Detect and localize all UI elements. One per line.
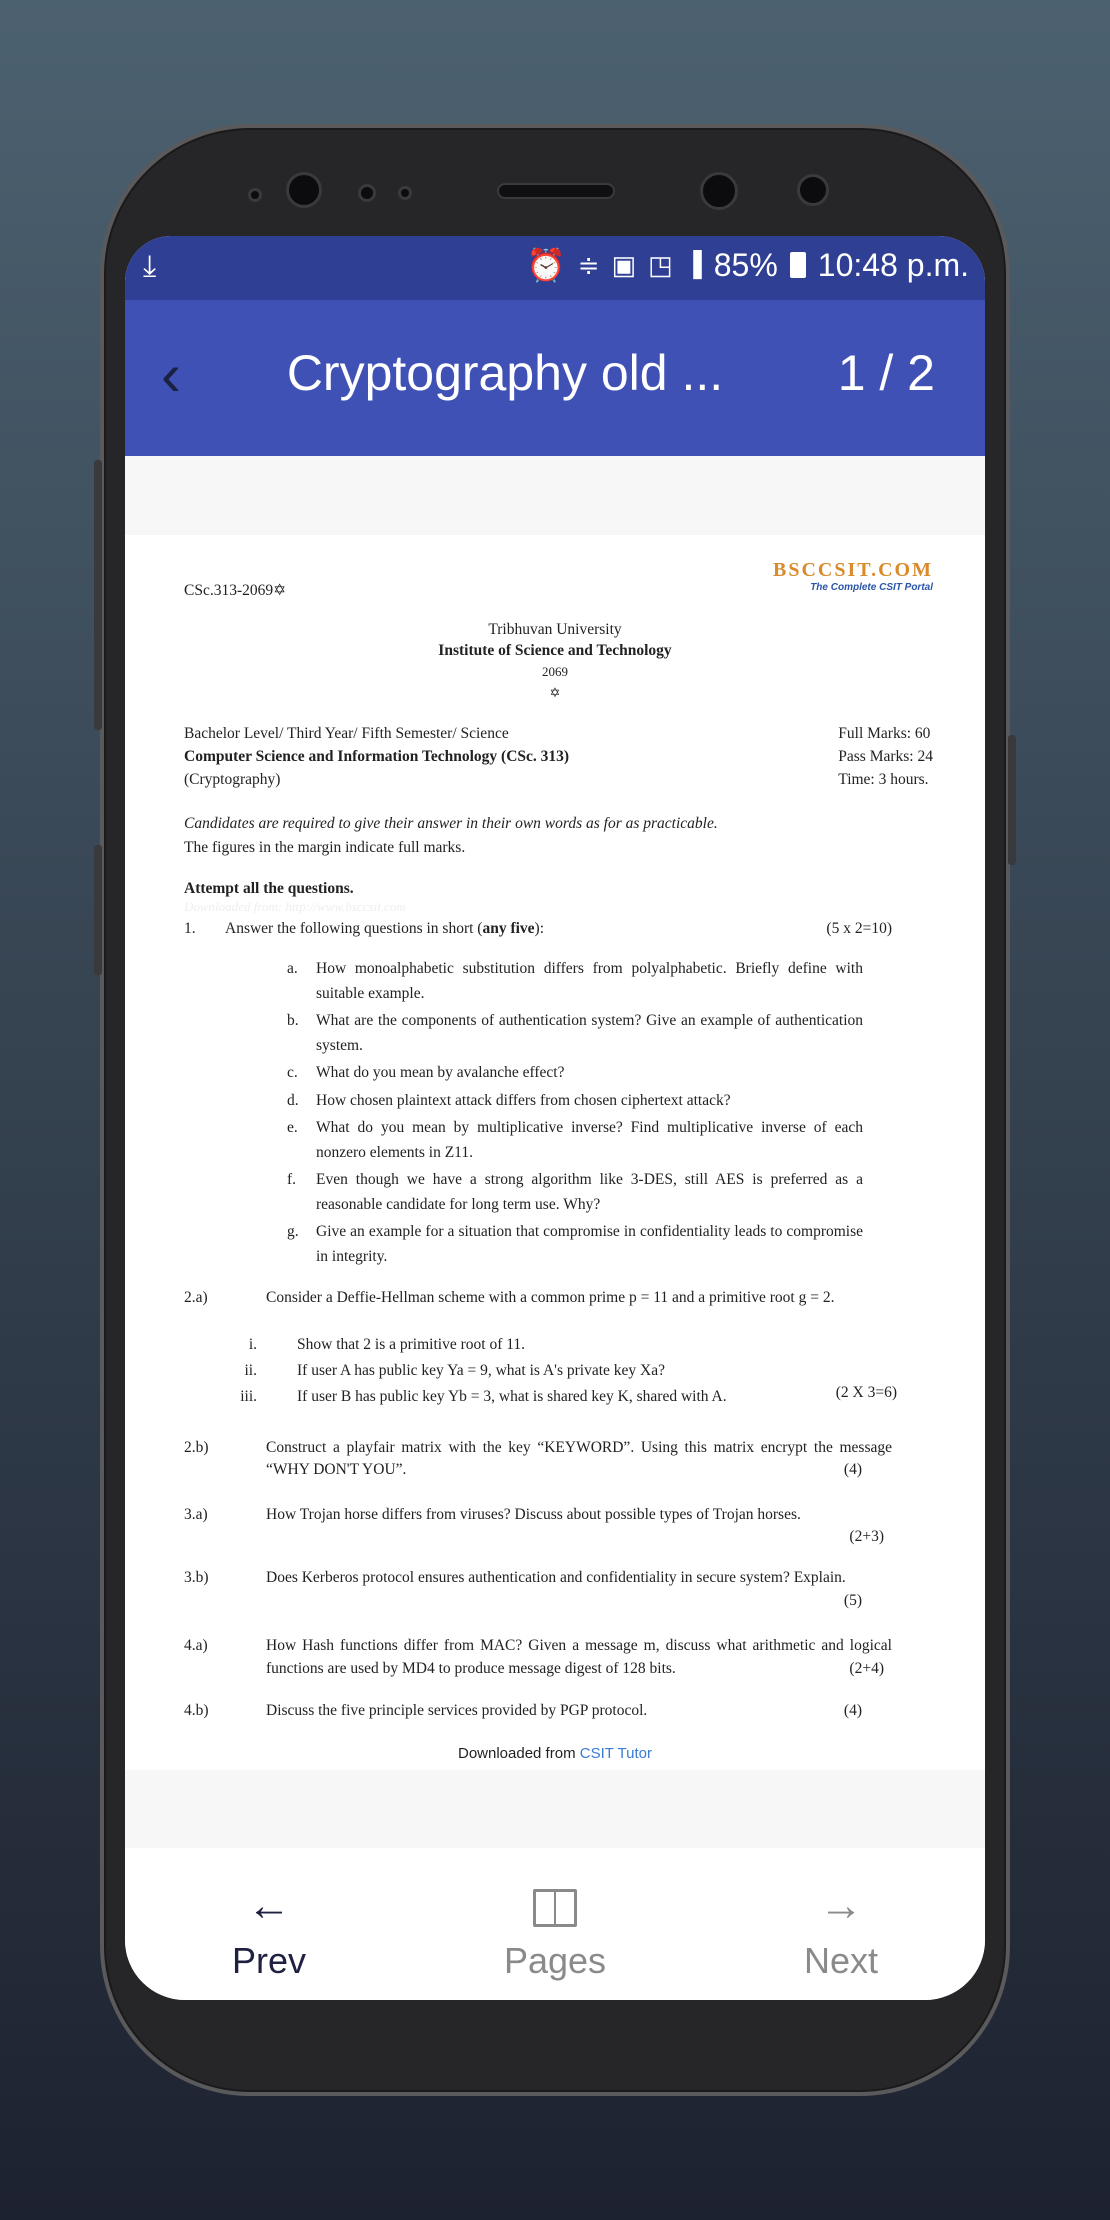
question-number: 3.b) [184, 1569, 209, 1586]
question-3a [184, 1504, 892, 1545]
sensor-icon [358, 184, 376, 202]
download-icon: ⤓ [143, 250, 157, 283]
course-info [184, 722, 569, 791]
time-allowed: Time: 3 hours. [838, 771, 929, 788]
item-label: ii. [244, 1362, 257, 1379]
item-label: b. [287, 1012, 299, 1029]
book-icon [475, 1878, 635, 1934]
question-number: 2.b) [184, 1439, 209, 1456]
battery-percent: 85% [713, 246, 778, 283]
item-text: If user A has public key Ya = 9, what is A's private key Xa? [297, 1362, 665, 1379]
item-label: e. [287, 1119, 298, 1136]
arrow-left-icon: ← [247, 1881, 291, 1930]
item-text: How chosen plaintext attack differs from chosen ciphertext attack? [316, 1091, 731, 1109]
list-item [287, 1168, 863, 1217]
question-1-items [287, 957, 863, 1272]
subject: (Cryptography) [184, 771, 281, 788]
question-3b [184, 1566, 892, 1609]
question-marks: (2+4) [843, 1657, 884, 1680]
logo-tagline: The Complete CSIT Portal [810, 582, 933, 593]
list-item [287, 1116, 863, 1165]
screen [125, 236, 985, 2000]
iris-sensor-icon [797, 174, 829, 206]
next-label: Next [803, 1940, 879, 1981]
item-text: What do you mean by multiplicative inverse? Find multiplicative inverse of each nonzero elements in Z11. [316, 1119, 863, 1161]
page-title: Cryptography old ... [286, 345, 724, 401]
list-item [287, 1089, 863, 1114]
next-button[interactable] [761, 1878, 921, 1982]
course: Computer Science and Information Technology (CSc. 313) [184, 748, 570, 765]
question-number: 4.b) [184, 1702, 209, 1719]
question-text: Does Kerberos protocol ensures authentication and confidentiality in secure system? Explain. [266, 1569, 846, 1586]
question-2a [184, 1289, 904, 1307]
list-item [287, 1009, 863, 1058]
footer-text: Downloaded from [458, 1745, 576, 1762]
prev-label: Prev [231, 1940, 307, 1981]
question-marks: (2+3) [849, 1528, 884, 1545]
pages-label: Pages [503, 1940, 607, 1981]
item-text: Give an example for a situation that compromise in confidentiality leads to compromise in integrity. [316, 1223, 863, 1265]
question-marks: (4) [843, 1461, 862, 1478]
alarm-icon: ⏰ [525, 247, 566, 283]
sensor-icon [248, 188, 262, 202]
arrow-right-icon: → [819, 1881, 863, 1930]
iris-scanner-icon [700, 172, 738, 210]
question-text: How Trojan horse differs from viruses? Discuss about possible types of Trojan horses. [266, 1506, 801, 1523]
university: Tribhuvan University [488, 621, 622, 638]
full-marks: Full Marks: 60 [838, 725, 931, 742]
question-text: How Hash functions differ from MAC? Given a message m, discuss what arithmetic and logical functions are used by MD4 to produce message digest of 128 bits. [266, 1637, 892, 1677]
instruction: Candidates are required to give their answer in their own words as for as practicable. [184, 815, 718, 832]
question-marks: (5) [843, 1592, 862, 1609]
exam-code: CSc.313-2069✡ [184, 582, 287, 599]
signal-icon: ▐ [684, 251, 702, 278]
question-number: 3.a) [184, 1506, 208, 1523]
page-indicator: 1 / 2 [837, 345, 935, 401]
institute: Institute of Science and Technology [438, 642, 672, 659]
attempt-heading: Attempt all the questions. [184, 880, 354, 897]
star-symbol: ✡ [549, 685, 561, 700]
item-label: iii. [240, 1388, 257, 1405]
item-label: a. [287, 960, 298, 977]
question-number: 1. [184, 920, 196, 937]
question-text: Discuss the five principle services provided by PGP protocol. [266, 1702, 648, 1719]
year: 2069 [542, 664, 568, 679]
item-text: Even though we have a strong algorithm like 3-DES, still AES is preferred as a reasonable candidate for long term use. Why? [316, 1171, 863, 1213]
list-item [235, 1358, 885, 1384]
list-item [235, 1332, 885, 1358]
question-text: Answer the following questions in short (any five): [225, 920, 545, 937]
sensor-icon [398, 186, 412, 200]
watermark: Downloaded from: http://www.bsccsit.com [184, 899, 406, 914]
prev-button[interactable] [189, 1878, 349, 1982]
item-text: Show that 2 is a primitive root of 11. [297, 1336, 526, 1353]
back-button[interactable]: ‹ [161, 341, 181, 408]
question-number: 4.a) [184, 1637, 208, 1654]
bottom-nav [125, 1848, 985, 2000]
wifi-icon: ≑ [577, 249, 600, 280]
item-label: f. [287, 1171, 297, 1188]
item-text: If user B has public key Yb = 3, what is shared key K, shared with A. [297, 1388, 727, 1405]
status-bar [125, 236, 985, 300]
logo-text: BSCCSIT.COM [773, 559, 933, 581]
level: Bachelor Level/ Third Year/ Fifth Semester/ Science [184, 725, 509, 742]
question-2a-items [235, 1332, 885, 1410]
item-text: How monoalphabetic substitution differs from polyalphabetic. Briefly define with suitable example. [316, 960, 863, 1002]
item-label: d. [287, 1091, 299, 1109]
question-number: 2.a) [184, 1289, 208, 1306]
item-text: What do you mean by avalanche effect? [316, 1064, 565, 1081]
earpiece-speaker [497, 183, 615, 199]
instructions [184, 812, 718, 860]
marks-info [838, 722, 933, 791]
item-text: What are the components of authentication system? Give an example of authentication system. [316, 1012, 863, 1054]
question-marks: (5 x 2=10) [826, 920, 892, 937]
item-label: g. [287, 1223, 299, 1240]
header-block [125, 619, 985, 703]
item-label: c. [287, 1064, 298, 1081]
app-bar [125, 300, 985, 456]
instruction: The figures in the margin indicate full marks. [184, 839, 466, 856]
pass-marks: Pass Marks: 24 [838, 748, 933, 765]
question-marks: (4) [843, 1702, 862, 1719]
volume-button [94, 460, 102, 730]
logo [773, 559, 933, 593]
data-saver-icon: ▣ [611, 249, 637, 280]
power-button [1008, 735, 1016, 865]
clock: 10:48 p.m. [817, 246, 969, 283]
list-item [287, 1061, 863, 1086]
download-footer [125, 1745, 985, 1762]
question-text: Construct a playfair matrix with the key “KEYWORD”. Using this matrix encrypt the message “WHY DON'T YOU”. [266, 1439, 892, 1478]
csit-tutor-link[interactable]: CSIT Tutor [579, 1745, 652, 1762]
battery-icon [790, 252, 806, 278]
question-2b [184, 1437, 892, 1478]
question-4a [184, 1634, 892, 1677]
question-marks: (2 X 3=6) [835, 1384, 897, 1401]
question-4b [184, 1702, 892, 1720]
pdf-page [125, 535, 985, 1770]
item-label: i. [248, 1336, 257, 1353]
pages-button[interactable] [475, 1878, 635, 1982]
bixby-button [94, 845, 102, 975]
list-item [235, 1384, 885, 1410]
list-item [287, 957, 863, 1006]
list-item [287, 1220, 863, 1269]
question-text: Consider a Deffie-Hellman scheme with a common prime p = 11 and a primitive root g = 2. [266, 1289, 835, 1306]
question-1 [184, 920, 892, 938]
signal-icon: ◳ [648, 249, 673, 280]
front-camera-icon [286, 172, 322, 208]
